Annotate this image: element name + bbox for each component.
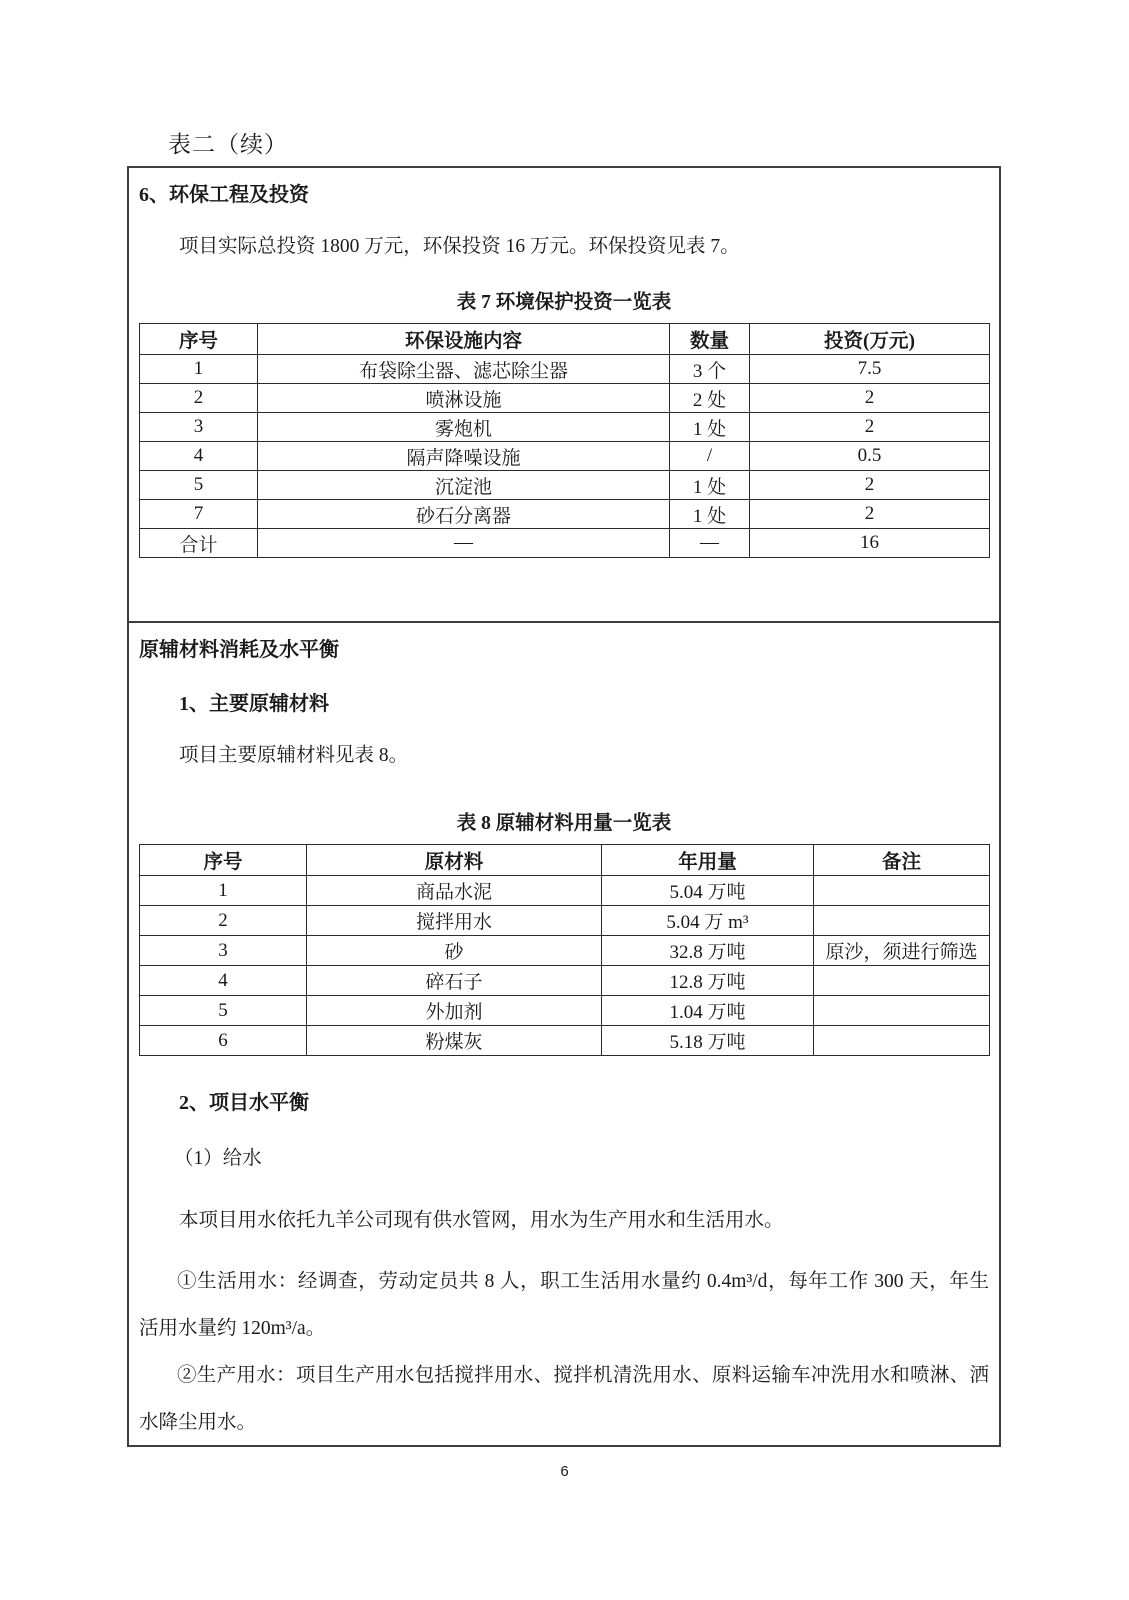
table-row <box>140 906 990 936</box>
table-row <box>140 876 990 906</box>
cell: 沉淀池 <box>258 471 670 500</box>
cell: 砂 <box>307 936 602 966</box>
cell: 原沙，须进行筛选 <box>814 936 990 966</box>
table7-header-row <box>140 324 990 355</box>
cell: 7 <box>140 500 258 529</box>
form-border-box <box>127 166 1001 1447</box>
section-materials-title: 原辅材料消耗及水平衡 <box>139 639 339 661</box>
para-water-supply: 本项目用水依托九羊公司现有供水管网，用水为生产用水和生活用水。 <box>179 1210 784 1231</box>
cell: 布袋除尘器、滤芯除尘器 <box>258 355 670 384</box>
materials-intro: 项目主要原辅材料见表 8。 <box>179 745 409 766</box>
cell: 2 <box>140 906 307 936</box>
cell <box>814 906 990 936</box>
cell: 2 处 <box>670 384 750 413</box>
section-env-title: 6、环保工程及投资 <box>139 184 309 206</box>
table-row <box>140 1026 990 1056</box>
table7-caption: 表 7 环境保护投资一览表 <box>456 292 672 313</box>
column-header: 数量 <box>670 324 750 355</box>
cell: 碎石子 <box>307 966 602 996</box>
cell: 粉煤灰 <box>307 1026 602 1056</box>
column-header: 投资(万元) <box>750 324 990 355</box>
table-row <box>140 355 990 384</box>
cell <box>814 966 990 996</box>
table-row <box>140 471 990 500</box>
cell: 3 <box>140 936 307 966</box>
para-production-water-line1: ②生产用水：项目生产用水包括搅拌用水、搅拌机清洗用水、原料运输车冲洗用水和喷淋、洒 <box>177 1365 989 1386</box>
cell: 1 处 <box>670 500 750 529</box>
table-row <box>140 936 990 966</box>
cell: — <box>258 529 670 558</box>
cell: 1 <box>140 876 307 906</box>
cell <box>814 876 990 906</box>
cell: 4 <box>140 442 258 471</box>
para-domestic-water-line1: ①生活用水：经调查，劳动定员共 8 人，职工生活用水量约 0.4m³/d，每年工作 300 天，年生 <box>177 1271 989 1292</box>
cell: 1 <box>140 355 258 384</box>
table8-caption: 表 8 原辅材料用量一览表 <box>456 813 672 834</box>
column-header: 环保设施内容 <box>258 324 670 355</box>
cell: 16 <box>750 529 990 558</box>
cell: 1.04 万吨 <box>602 996 814 1026</box>
cell: 5 <box>140 996 307 1026</box>
cell: 喷淋设施 <box>258 384 670 413</box>
table-row <box>140 966 990 996</box>
cell: 4 <box>140 966 307 996</box>
table-row <box>140 996 990 1026</box>
section-env-investment <box>129 168 999 623</box>
cell: 5.04 万 m³ <box>602 906 814 936</box>
cell <box>814 996 990 1026</box>
cell: 32.8 万吨 <box>602 936 814 966</box>
cell: 2 <box>750 500 990 529</box>
cell: 6 <box>140 1026 307 1056</box>
cell <box>814 1026 990 1056</box>
para-domestic-water-line2: 活用水量约 120m³/a。 <box>139 1318 326 1339</box>
cell: 5.18 万吨 <box>602 1026 814 1056</box>
table8-header-row <box>140 845 990 876</box>
cell: 雾炮机 <box>258 413 670 442</box>
column-header: 序号 <box>140 845 307 876</box>
cell: 7.5 <box>750 355 990 384</box>
cell: 2 <box>750 413 990 442</box>
para-production-water-line2: 水降尘用水。 <box>139 1412 257 1433</box>
column-header: 年用量 <box>602 845 814 876</box>
sub1-title: 1、主要原辅材料 <box>179 693 329 715</box>
page-number: 6 <box>560 1463 569 1480</box>
sub2-title: 2、项目水平衡 <box>179 1092 309 1114</box>
cell: 1 处 <box>670 471 750 500</box>
cell: 3 个 <box>670 355 750 384</box>
table-row <box>140 500 990 529</box>
cell: 合计 <box>140 529 258 558</box>
cell: / <box>670 442 750 471</box>
cell: 12.8 万吨 <box>602 966 814 996</box>
cell: — <box>670 529 750 558</box>
cell: 0.5 <box>750 442 990 471</box>
table-row <box>140 384 990 413</box>
cell: 1 处 <box>670 413 750 442</box>
cell: 外加剂 <box>307 996 602 1026</box>
table7-env-investment <box>139 323 990 558</box>
env-intro-paragraph: 项目实际总投资 1800 万元，环保投资 16 万元。环保投资见表 7。 <box>179 236 740 257</box>
cell: 2 <box>750 384 990 413</box>
cell: 搅拌用水 <box>307 906 602 936</box>
column-header: 备注 <box>814 845 990 876</box>
cell: 3 <box>140 413 258 442</box>
cell: 隔声降噪设施 <box>258 442 670 471</box>
column-header: 原材料 <box>307 845 602 876</box>
column-header: 序号 <box>140 324 258 355</box>
table8-raw-materials <box>139 844 990 1056</box>
table-row-total <box>140 529 990 558</box>
cell: 2 <box>140 384 258 413</box>
cell: 2 <box>750 471 990 500</box>
sub2-item1: （1）给水 <box>174 1148 262 1169</box>
cell: 5.04 万吨 <box>602 876 814 906</box>
section-materials-water <box>129 623 999 1446</box>
cell: 商品水泥 <box>307 876 602 906</box>
page-title: 表二（续） <box>168 132 288 157</box>
table-row <box>140 413 990 442</box>
cell: 砂石分离器 <box>258 500 670 529</box>
cell: 5 <box>140 471 258 500</box>
table-row <box>140 442 990 471</box>
